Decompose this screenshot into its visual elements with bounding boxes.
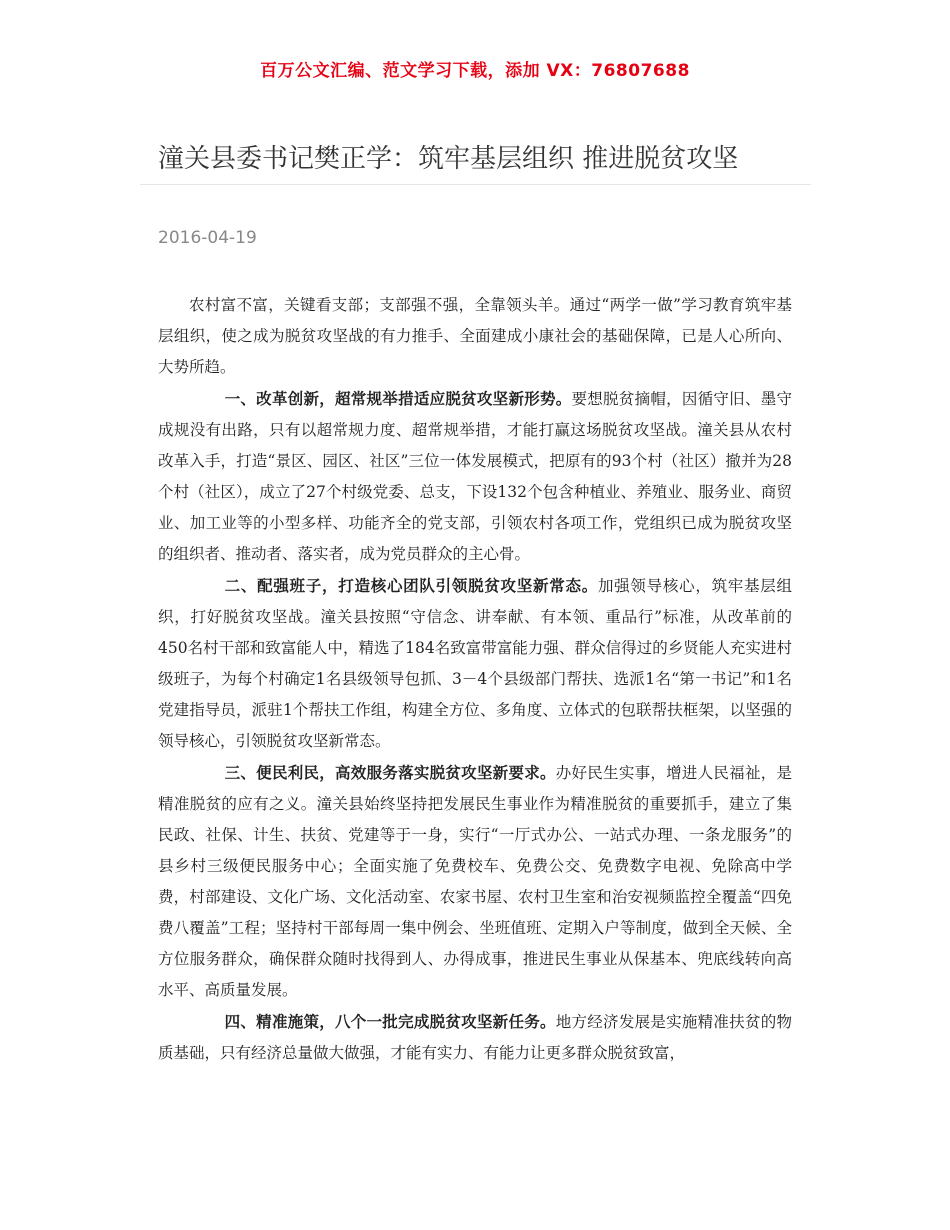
section-heading: 一、改革创新，超常规举措适应脱贫攻坚新形势。 bbox=[224, 389, 572, 408]
publish-date: 2016-04-19 bbox=[158, 228, 257, 248]
section-paragraph bbox=[158, 383, 792, 570]
section-paragraph bbox=[158, 757, 792, 1006]
intro-paragraph: 农村富不富，关键看支部；支部强不强，全靠领头羊。通过“两学一做”学习教育筑牢基层组织，使之成为脱贫攻坚战的有力推手、全面建成小康社会的基础保障，已是人心所向、大势所趋。 bbox=[158, 296, 792, 376]
section-text: 要想脱贫摘帽，因循守旧、墨守成规没有出路，只有以超常规力度、超常规举措，才能打赢这场脱贫攻坚战。潼关县从农村改革入手，打造“景区、园区、社区”三位一体发展模式，把原有的93个村（社区）撤并为28个村（社区），成立了27个村级党委、总支，下设132个包含种植业、养殖业、服务业、商贸业、加工业等的小型多样、功能齐全的党支部，引领农村各项工作，党组织已成为脱贫攻坚的组织者、推动者、落实者，成为党员群众的主心骨。 bbox=[158, 390, 792, 563]
section-text: 加强领导核心，筑牢基层组织，打好脱贫攻坚战。潼关县按照“守信念、讲奉献、有本领、重品行”标准，从改革前的450名村干部和致富能人中，精选了184名致富带富能力强、群众信得过的乡贤能人充实进村级班子，为每个村确定1名县级领导包抓、3－4个县级部门帮扶、选派1名“第一书记”和1名党建指导员，派驻1个帮扶工作组，构建全方位、多角度、立体式的包联帮扶框架，以坚强的领导核心，引领脱贫攻坚新常态。 bbox=[158, 577, 792, 750]
section-text: 地方经济发展是实施精准扶贫的物质基础，只有经济总量做大做强，才能有实力、有能力让更多群众脱贫致富， bbox=[158, 1013, 792, 1062]
article-body bbox=[158, 290, 792, 1069]
section-heading: 三、便民利民，高效服务落实脱贫攻坚新要求。 bbox=[224, 763, 556, 782]
section-heading: 四、精准施策，八个一批完成脱贫攻坚新任务。 bbox=[224, 1012, 556, 1031]
watermark-banner: 百万公文汇编、范文学习下载，添加 VX：76807688 bbox=[260, 61, 690, 81]
article-title: 潼关县委书记樊正学：筑牢基层组织 推进脱贫攻坚 bbox=[158, 144, 739, 174]
section-paragraph bbox=[158, 1006, 792, 1069]
title-divider bbox=[140, 184, 811, 185]
section-paragraph bbox=[158, 570, 792, 757]
section-heading: 二、配强班子，打造核心团队引领脱贫攻坚新常态。 bbox=[224, 576, 598, 595]
section-text: 办好民生实事，增进人民福祉，是精准脱贫的应有之义。潼关县始终坚持把发展民生事业作为精准脱贫的重要抓手，建立了集民政、社保、计生、扶贫、党建等于一身，实行“一厅式办公、一站式办理、一条龙服务”的县乡村三级便民服务中心；全面实施了免费校车、免费公交、免费数字电视、免除高中学费，村部建设、文化广场、文化活动室、农家书屋、农村卫生室和治安视频监控全覆盖“四免费八覆盖”工程；坚持村干部每周一集中例会、坐班值班、定期入户等制度，做到全天候、全方位服务群众，确保群众随时找得到人、办得成事，推进民生事业从保基本、兜底线转向高水平、高质量发展。 bbox=[158, 764, 792, 999]
